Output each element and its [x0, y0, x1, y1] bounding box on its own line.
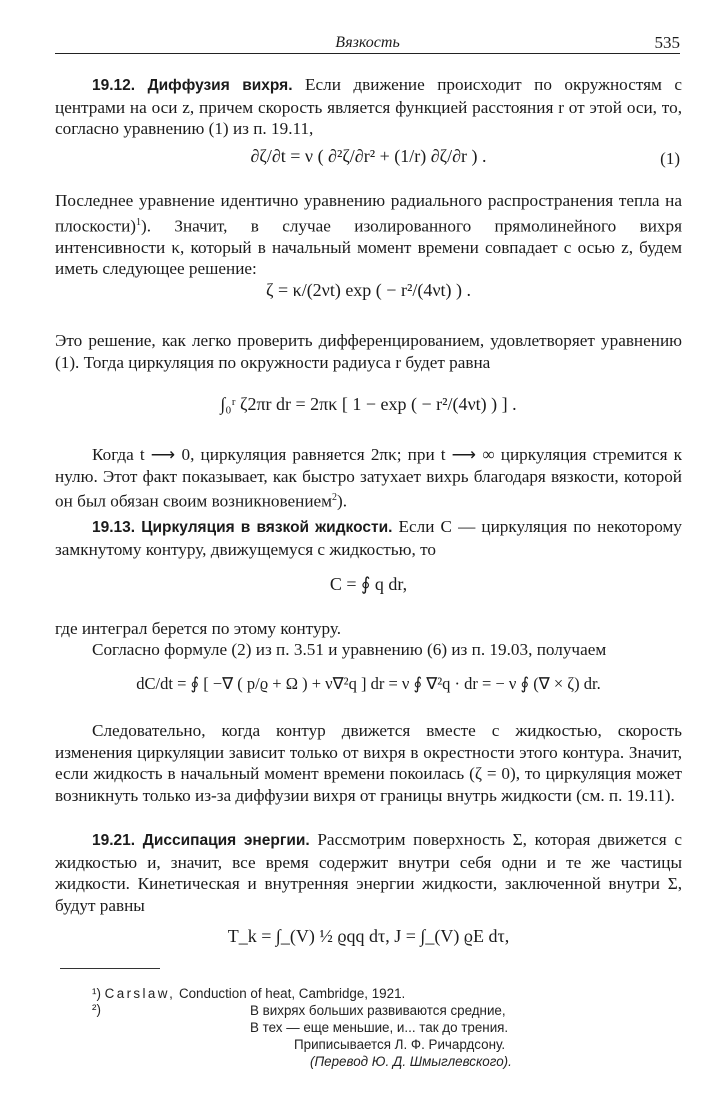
- s1-p4a: Когда t ⟶ 0, циркуляция равняется 2πκ; при t ⟶ ∞ циркуляция стремится к нулю. Этот факт показывает, как быстро затухает вихрь благодаря вязкости, которой он был обязан своим возникновением: [55, 445, 682, 511]
- s1-p2b: ). Значит, в случае изолированного прямолинейного вихря интенсивности κ, который в начальный момент времени совпадает с осью z, будем иметь следующее решение:: [55, 216, 682, 279]
- s1-equation-2: [55, 274, 682, 314]
- running-header: [55, 32, 680, 54]
- s2-paragraph-4: [55, 720, 682, 806]
- s2-p3-text: Согласно формуле (2) из п. 3.51 и уравнению (6) из п. 19.03, получаем: [92, 640, 607, 659]
- footnote-1-author: Carslaw,: [104, 986, 176, 1001]
- s1-eq1-formula: ∂ζ/∂t = ν ( ∂²ζ/∂r² + (1/r) ∂ζ/∂r ) .: [250, 146, 487, 166]
- s3-paragraph-1: [55, 829, 682, 916]
- s3-heading: 19.21. Диссипация энергии.: [92, 832, 310, 849]
- s2-paragraph-3: [55, 639, 682, 661]
- footnote-1: [92, 985, 405, 1002]
- s1-footnote-ref-2: 2: [332, 492, 338, 503]
- s1-eq2-formula: ζ = κ/(2νt) exp ( − r²/(4νt) ) .: [266, 280, 471, 300]
- s2-paragraph-1: [55, 516, 682, 560]
- running-title: Вязкость: [335, 34, 400, 51]
- s1-paragraph-4: [55, 444, 682, 512]
- footnote-1-mark: ¹): [92, 986, 101, 1001]
- s1-p2a: Последнее уравнение идентично уравнению радиального распространения тепла на плоскости): [55, 191, 682, 236]
- s2-heading: 19.13. Циркуляция в вязкой жидкости.: [92, 519, 393, 536]
- footnote-rule: [60, 968, 160, 969]
- s1-p3-text: Это решение, как легко проверить дифференцированием, удовлетворяет уравнению (1). Тогда циркуляция по окружности радиуса r будет равна: [55, 331, 682, 372]
- s1-equation-1: [55, 140, 682, 180]
- s1-p4b: ).: [337, 491, 348, 511]
- footnote-2-line-4: (Перевод Ю. Д. Шмыглевского).: [310, 1054, 512, 1069]
- footnote-2-line-3: Приписывается Л. Ф. Ричардсону.: [294, 1037, 506, 1052]
- s1-equation-3: [55, 388, 682, 428]
- footnote-1-text: Conduction of heat, Cambridge, 1921.: [178, 986, 406, 1001]
- s1-eq3-formula: ∫₀ʳ ζ2πr dr = 2πκ [ 1 − exp ( − r²/(4νt) ) ] .: [220, 394, 517, 414]
- footnote-2-line-1: В вихрях больших развиваются средние,: [250, 1003, 506, 1018]
- s3-eq1-formula: T_k = ∫_(V) ½ ϱqq dτ, J = ∫_(V) ϱE dτ,: [227, 926, 510, 946]
- header-rule: [55, 53, 680, 54]
- s1-paragraph-1: [55, 74, 682, 140]
- s2-equation-2: [55, 668, 682, 708]
- s2-eq2-formula: dC/dt = ∮ [ −∇ ( p/ϱ + Ω ) + ν∇²q ] dr = ν ∮ ∇²q · dr = − ν ∮ (∇ × ζ) dr.: [136, 674, 601, 693]
- s2-equation-1: [55, 568, 682, 608]
- s3-equation-1: [55, 920, 682, 960]
- s1-paragraph-3: [55, 330, 682, 373]
- s2-p1-text: Если C — циркуляция по некоторому замкнутому контуру, движущемуся с жидкостью, то: [55, 517, 682, 559]
- s2-eq1-formula: C = ∮ q dr,: [329, 574, 408, 594]
- page-number: 535: [654, 33, 680, 52]
- s1-footnote-ref-1: 1: [136, 216, 141, 228]
- s1-p1-text: Если движение происходит по окружностям с центрами на оси z, причем скорость является функцией расстояния r от этой оси, то, согласно уравнению (1) из п. 19.11,: [55, 75, 682, 138]
- s2-p2-text: где интеграл берется по этому контуру.: [55, 619, 342, 638]
- s2-paragraph-2: [55, 618, 682, 640]
- footnote-2-line-2: В тех — еще меньшие, и... так до трения.: [250, 1020, 509, 1035]
- s2-p4-text: Следовательно, когда контур движется вместе с жидкостью, скорость изменения циркуляции зависит только от вихря в окрестности этого контура. Значит, если жидкость в начальный момент времени покоилась (ζ = 0), то циркуляция может возникнуть только из-за диффузии вихря от границы внутрь жидкости (см. п. 19.11).: [55, 721, 682, 805]
- s1-eq1-number: (1): [660, 149, 680, 168]
- s3-p1-text: Рассмотрим поверхность Σ, которая движется с жидкостью и, значит, все время содержит внутри себя одни и те же частицы жидкости. Кинетическая и внутренняя энергии жидкости, заключенной внутри Σ, будут равны: [55, 830, 682, 915]
- footnote-2-mark: ²): [92, 1002, 101, 1017]
- s1-paragraph-2: [55, 190, 682, 280]
- s1-heading: 19.12. Диффузия вихря.: [92, 77, 293, 94]
